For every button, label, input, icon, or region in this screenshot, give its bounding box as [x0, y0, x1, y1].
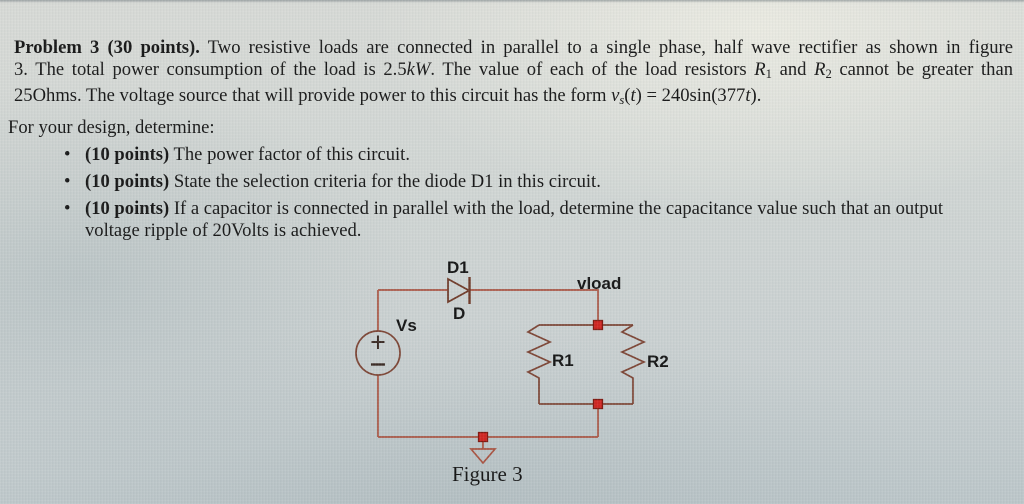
problem-statement-paragraph [14, 37, 1013, 111]
diode-triangle [448, 279, 469, 302]
node-load-bottom [594, 400, 603, 409]
resistor-r2-icon [622, 325, 644, 404]
diode-ref-label: D1 [447, 258, 469, 277]
bullet-item-power-factor [64, 144, 410, 166]
diode-name-label: D [453, 304, 466, 323]
r1-label: R1 [552, 351, 574, 370]
bullet-text: (10 points) If a capacitor is connected in parallel with the load, determine the capacitance value such that an output voltage ripple of 20Volts is achieved. [85, 198, 944, 241]
bullet-marker: • [64, 171, 71, 192]
bullet-item-capacitor-ripple [64, 198, 943, 241]
bullet-text: (10 points) State the selection criteria for the diode D1 in this circuit. [85, 171, 601, 192]
node-ground [479, 433, 488, 442]
resistor-r1-icon [528, 325, 550, 404]
problem-statement-line-2: 3. The total power consumption of the load is 2.5kW. The value of each of the load resistors R1 and R2 cannot be greater than [14, 59, 1014, 81]
node-vload [594, 321, 603, 330]
problem-statement-line-1: Problem 3 (30 points). Two resistive loads are connected in parallel to a single phase, half wave rectifier as shown in figure [14, 37, 1013, 58]
screen-top-edge [0, 0, 1024, 3]
bullet-item-diode-criteria [64, 171, 601, 193]
figure-caption: Figure 3 [452, 462, 523, 486]
source-label: Vs [396, 316, 417, 335]
bullet-marker: • [64, 144, 71, 165]
junction-nodes [479, 321, 603, 442]
design-prompt: For your design, determine: [8, 117, 215, 138]
bullet-text: (10 points) The power factor of this circuit. [85, 144, 410, 165]
wire-top-right [470, 290, 599, 325]
ground-icon [471, 449, 495, 463]
r2-label: R2 [647, 352, 669, 371]
bullet-marker: • [64, 198, 71, 219]
circuit-diagram [340, 252, 700, 504]
load-loop [528, 325, 644, 404]
voltage-source-icon [356, 331, 400, 375]
diode-icon [448, 277, 470, 304]
vload-label: vload [577, 274, 622, 293]
problem-statement-line-3: 25Ohms. The voltage source that will provide power to this circuit has the form vs(t) = 240sin(377t). [14, 84, 762, 107]
plus-sign-icon [372, 336, 385, 350]
